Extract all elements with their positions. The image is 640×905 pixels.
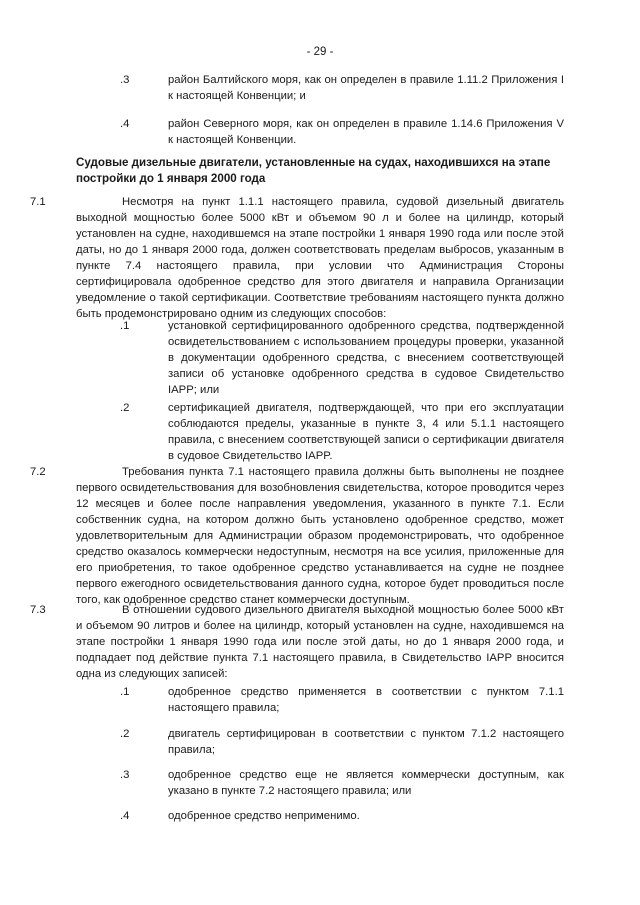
- list-item-number: .3: [120, 769, 130, 781]
- list-item-text: район Балтийского моря, как он определен в правиле 1.11.2 Приложения I к настоящей Конвенции; и: [168, 74, 564, 102]
- paragraph-7-3: [30, 602, 564, 682]
- list-item-text: район Северного моря, как он определен в правиле 1.14.6 Приложения V к настоящей Конвенции.: [168, 118, 564, 146]
- paragraph-number: 7.1: [30, 196, 46, 208]
- paragraph-text: В отношении судового дизельного двигателя выходной мощностью более 5000 кВт и объемом 90 литров и более на цилиндр, который установлен на судне, находившемся на этапе постройки 1 января 1990 года или после этой даты, но до 1 января 2000 года, и подпадает под действие пункта 7.1 настоящего правила, в Свидетельство IAPP вносится одна из следующих записей:: [76, 604, 564, 680]
- list-item-text: одобренное средство применяется в соответствии с пунктом 7.1.1 настоящего правила;: [168, 686, 564, 714]
- list-item-text: установкой сертифицированного одобренного средства, подтвержденной освидетельствованием с использованием процедуры проверки, указанной в документации одобренного средства, с внесением соответствующей записи об установке одобренного средства в судовое Свидетельство IAPP; или: [168, 320, 564, 396]
- list-item-number: .2: [120, 728, 130, 740]
- paragraph-number: 7.3: [30, 604, 46, 616]
- paragraph-number: 7.2: [30, 466, 46, 478]
- section-heading: Судовые дизельные двигатели, установленные на судах, находившихся на этапе постройки до 1 января 2000 года: [76, 156, 551, 185]
- list-item-text: одобренное средство еще не является коммерчески доступным, как указано в пункте 7.2 настоящего правила; или: [168, 769, 564, 797]
- list-item-number: .1: [120, 320, 130, 332]
- list-item-text: двигатель сертифицирован в соответствии с пунктом 7.1.2 настоящего правила;: [168, 728, 564, 756]
- paragraph-text: Несмотря на пункт 1.1.1 настоящего правила, судовой дизельный двигатель выходной мощностью более 5000 кВт и объемом 90 л и более на цилиндр, который установлен на судне, находившемся на этапе постройки 1 января 1990 года или после этой даты, но до 1 января 2000 года, должен соответствовать пределам выбросов, указанным в пункте 7.4 настоящего правила, при условии что Администрация Стороны сертифицировала одобренное средство для этого двигателя и направила Организации уведомление о такой сертификации. Соответствие требованиям настоящего пункта должно быть продемонстрировано одним из следующих способов:: [76, 196, 564, 320]
- list-item-number: .4: [120, 810, 130, 822]
- list-item-number: .1: [120, 686, 130, 698]
- list-item-text: сертификацией двигателя, подтверждающей, что при его эксплуатации соблюдаются пределы, указанные в пункте 3, 4 или 5.1.1 настоящего правила, с внесением соответствующей записи о сертификации двигателя в судовое Свидетельство IAPP.: [168, 402, 564, 462]
- page-number: - 29 -: [306, 46, 334, 58]
- list-item-number: .4: [120, 118, 130, 130]
- list-item-text: одобренное средство неприменимо.: [168, 810, 360, 822]
- list-item-number: .3: [120, 74, 130, 86]
- list-item-number: .2: [120, 402, 130, 414]
- paragraph-text: Требования пункта 7.1 настоящего правила должны быть выполнены не позднее первого освидетельствования для возобновления свидетельства, которое проводится через 12 месяцев и более после направления уведомления, указанного в пункте 7.1. Если собственник судна, на котором должно быть установлено одобренное средство, может удовлетворительным для Администрации образом продемонстрировать, что одобренное средство оказалось коммерчески недоступным, несмотря на все усилия, приложенные для его приобретения, то такое одобренное средство устанавливается на судне не позднее первого ежегодного освидетельствования данного судна, которое будет проводиться после того, как одобренное средство станет коммерчески доступным.: [76, 466, 564, 606]
- paragraph-7-2: [30, 464, 564, 608]
- paragraph-7-1: [30, 194, 564, 322]
